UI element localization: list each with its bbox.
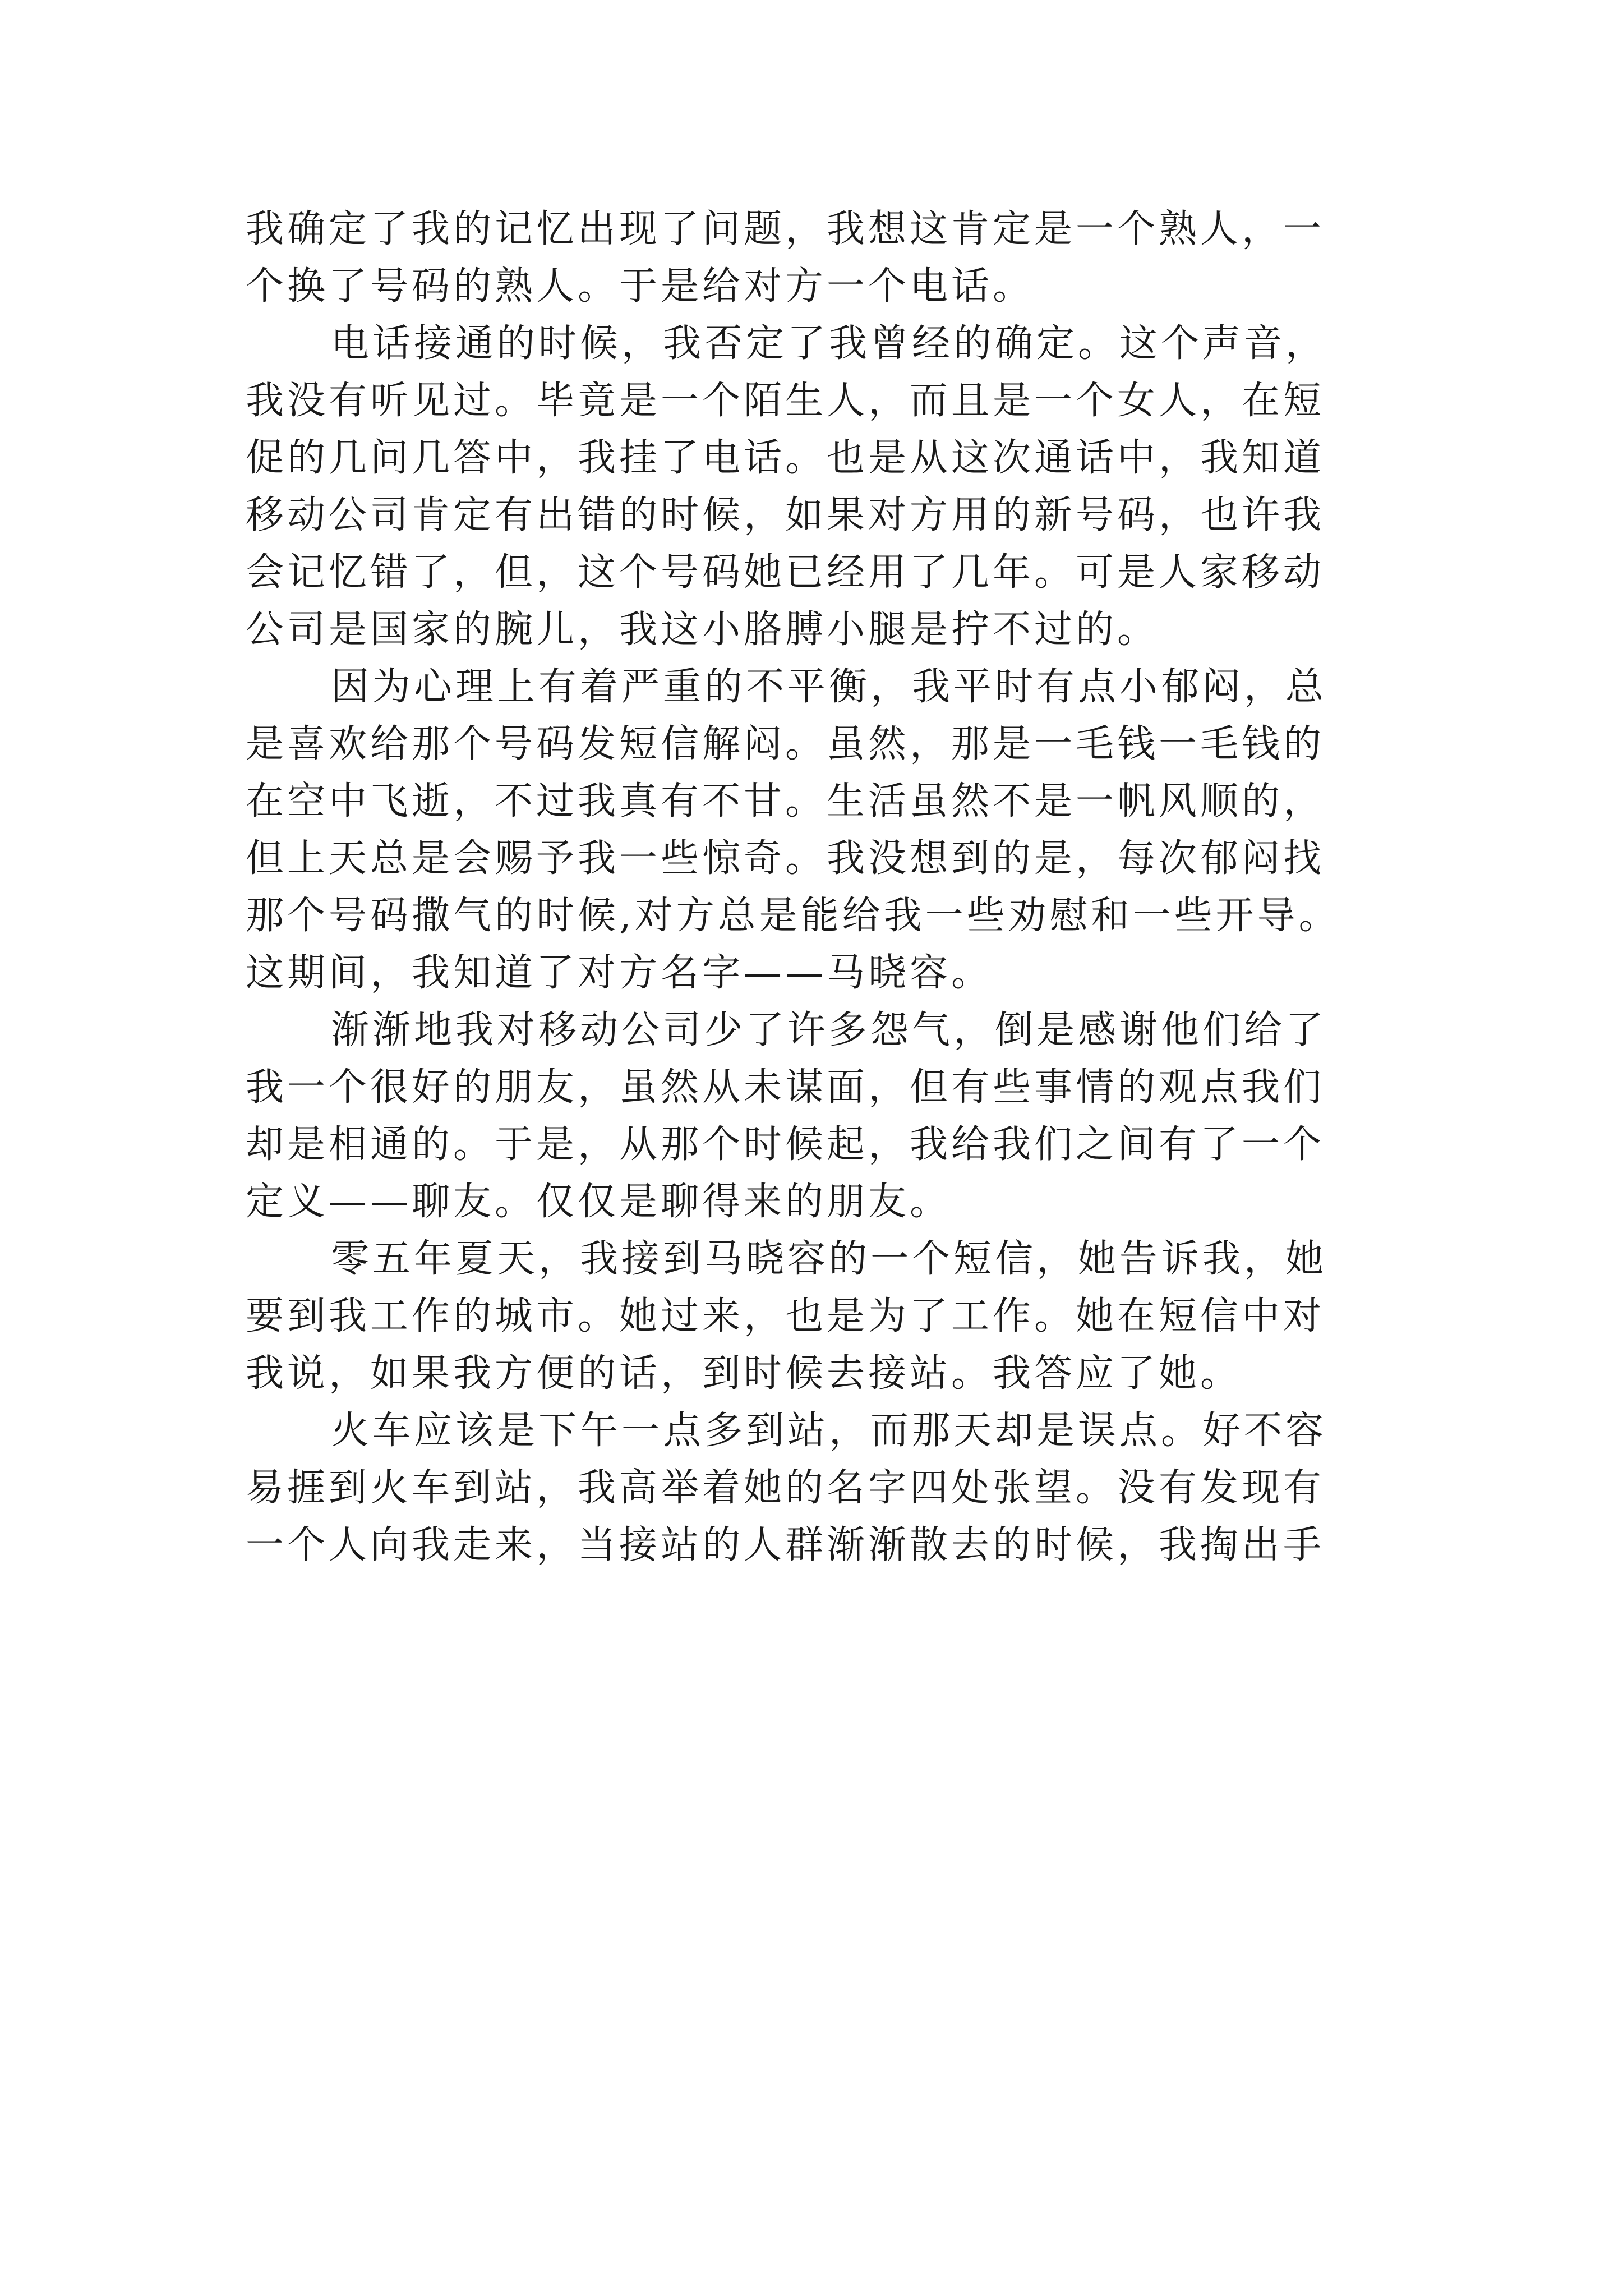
- body-text: [246, 201, 1390, 1574]
- text-line: 火车应该是下午一点多到站，而那天却是误点。好不容: [331, 1409, 1327, 1453]
- text-line: 移动公司肯定有出错的时候，如果对方用的新号码，也许我: [246, 493, 1325, 537]
- text-line: 我确定了我的记忆出现了问题，我想这肯定是一个熟人，一: [246, 207, 1325, 251]
- text-line: 我说，如果我方便的话，到时候去接站。我答应了她。: [246, 1351, 1242, 1396]
- text-line: 个换了号码的熟人。于是给对方一个电话。: [246, 264, 1035, 309]
- text-line: 易捱到火车到站，我高举着她的名字四处张望。没有发现有: [246, 1466, 1325, 1510]
- text-line: 我没有听见过。毕竟是一个陌生人，而且是一个女人，在短: [246, 379, 1325, 423]
- text-line: 是喜欢给那个号码发短信解闷。虽然，那是一毛钱一毛钱的: [246, 722, 1325, 766]
- text-line: 要到我工作的城市。她过来，也是为了工作。她在短信中对: [246, 1294, 1325, 1338]
- text-line: 但上天总是会赐予我一些惊奇。我没想到的是，每次郁闷找: [246, 836, 1325, 881]
- text-line: 零五年夏天，我接到马晓容的一个短信，她告诉我，她: [331, 1237, 1327, 1281]
- text-line: 这期间，我知道了对方名字——马晓容。: [246, 951, 993, 995]
- text-line: 却是相通的。于是，从那个时候起，我给我们之间有了一个: [246, 1122, 1325, 1167]
- text-line: 渐渐地我对移动公司少了许多怨气，倒是感谢他们给了: [331, 1008, 1327, 1052]
- text-line: 会记忆错了，但，这个号码她已经用了几年。可是人家移动: [246, 550, 1325, 595]
- text-line: 公司是国家的腕儿，我这小胳膊小腿是拧不过的。: [246, 608, 1159, 652]
- text-line: 电话接通的时候，我否定了我曾经的确定。这个声音，: [331, 321, 1327, 366]
- text-line: 一个人向我走来，当接站的人群渐渐散去的时候，我掏出手: [246, 1523, 1325, 1567]
- text-line: 我一个很好的朋友，虽然从未谋面，但有些事情的观点我们: [246, 1065, 1325, 1110]
- text-line: 定义——聊友。仅仅是聊得来的朋友。: [246, 1180, 952, 1224]
- text-line: 那个号码撒气的时候,对方总是能给我一些劝慰和一些开导。: [246, 894, 1340, 938]
- text-line: 促的几问几答中，我挂了电话。也是从这次通话中，我知道: [246, 436, 1325, 480]
- text-line: 因为心理上有着严重的不平衡，我平时有点小郁闷，总: [331, 665, 1327, 709]
- text-line: 在空中飞逝，不过我真有不甘。生活虽然不是一帆风顺的，: [246, 779, 1325, 823]
